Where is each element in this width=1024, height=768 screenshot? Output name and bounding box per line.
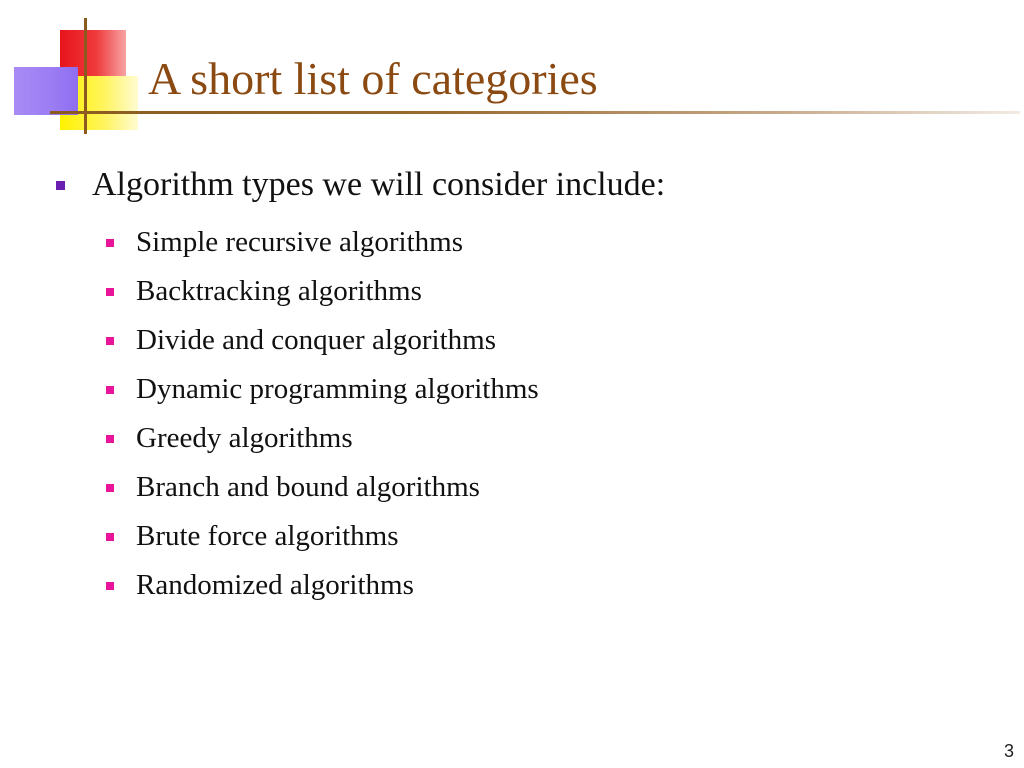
- list-item-text: Backtracking algorithms: [136, 275, 422, 307]
- square-bullet-icon: [106, 533, 114, 541]
- list-item-text: Branch and bound algorithms: [136, 471, 480, 503]
- square-bullet-icon: [106, 239, 114, 247]
- list-item-text: Simple recursive algorithms: [136, 226, 463, 258]
- main-bullet: [56, 166, 665, 204]
- title-underline: [50, 111, 1020, 114]
- list-item: [106, 365, 539, 414]
- slide-title: A short list of categories: [148, 53, 598, 104]
- square-bullet-icon: [106, 288, 114, 296]
- list-item: [106, 512, 539, 561]
- list-item: [106, 561, 539, 610]
- square-bullet-icon: [106, 337, 114, 345]
- vertical-line-decoration: [84, 18, 87, 134]
- square-bullet-icon: [106, 435, 114, 443]
- page-number: 3: [1003, 741, 1014, 761]
- list-item: [106, 414, 539, 463]
- square-bullet-icon: [106, 386, 114, 394]
- square-bullet-icon: [106, 582, 114, 590]
- list-item-text: Greedy algorithms: [136, 422, 353, 454]
- list-item: [106, 316, 539, 365]
- square-bullet-icon: [56, 181, 65, 190]
- square-bullet-icon: [106, 484, 114, 492]
- main-bullet-text: Algorithm types we will consider include:: [92, 166, 666, 203]
- algorithm-type-list: [106, 218, 539, 610]
- list-item-text: Divide and conquer algorithms: [136, 324, 496, 356]
- list-item-text: Dynamic programming algorithms: [136, 373, 539, 405]
- list-item: [106, 267, 539, 316]
- list-item: [106, 463, 539, 512]
- list-item-text: Brute force algorithms: [136, 520, 399, 552]
- purple-square-decoration: [14, 67, 78, 115]
- list-item-text: Randomized algorithms: [136, 569, 414, 601]
- list-item: [106, 218, 539, 267]
